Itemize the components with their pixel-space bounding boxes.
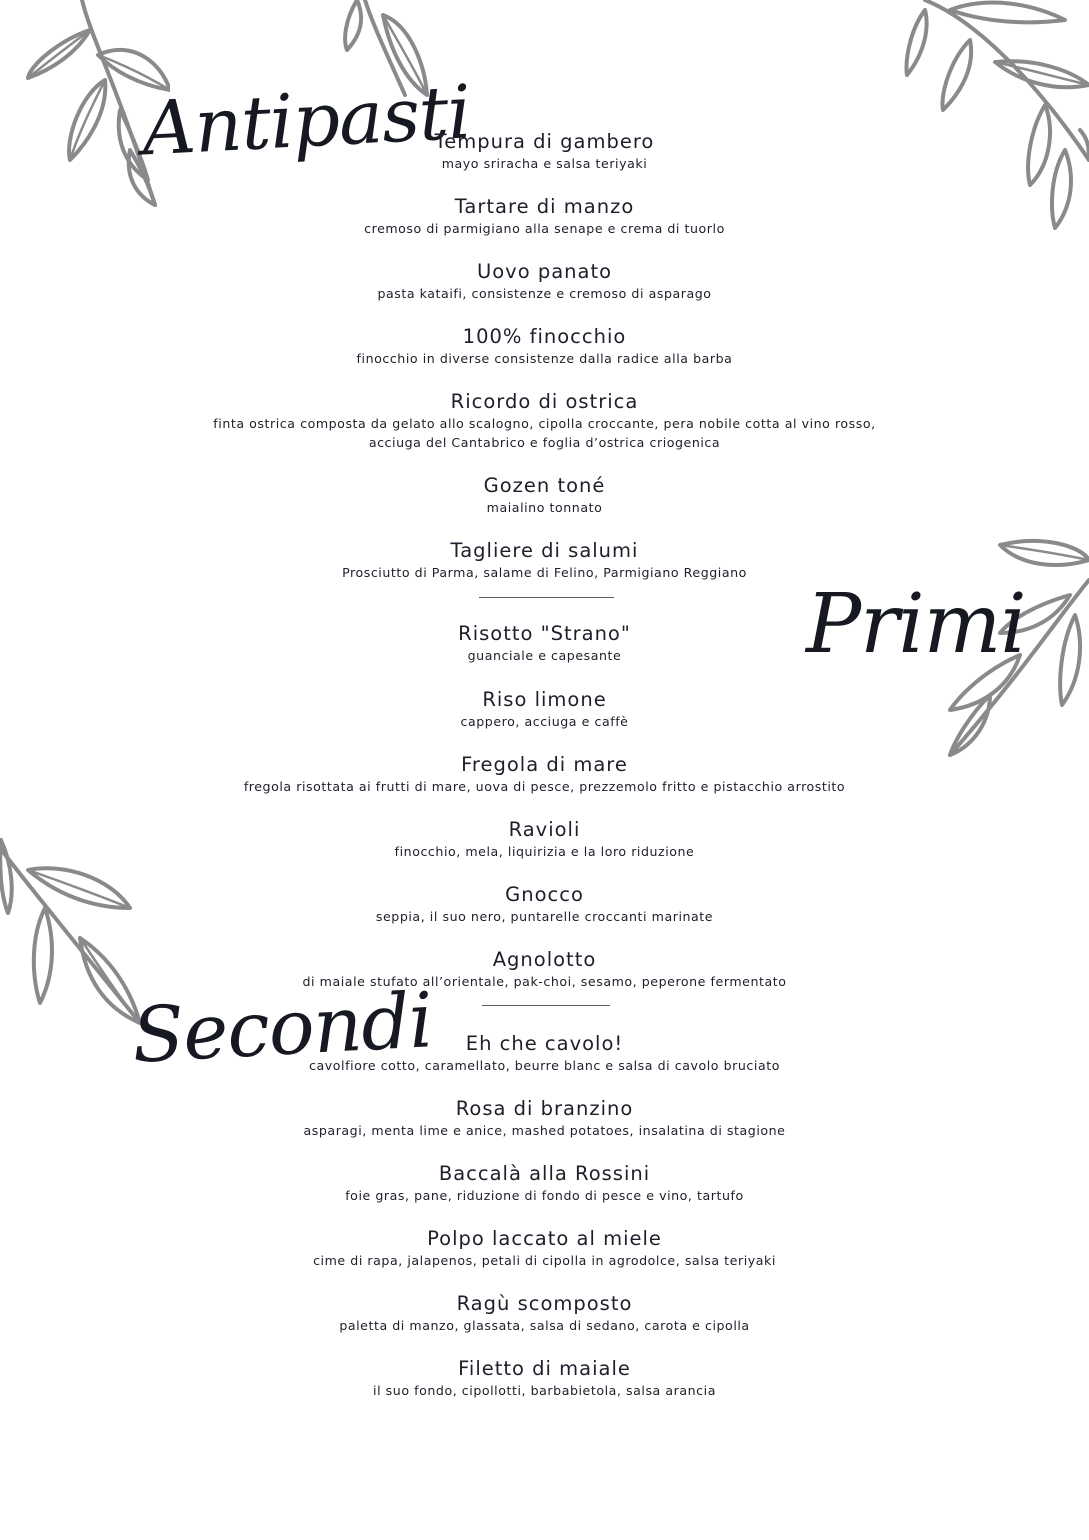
- section-title-primi: Primi: [806, 577, 1026, 672]
- dish-description: guanciale e capesante: [467, 648, 622, 663]
- menu-item: [0, 622, 1089, 665]
- dish-description-line-2: acciuga del Cantabrico e foglia d’ostrica criogenica: [368, 435, 721, 450]
- dish-name: Eh che cavolo!: [465, 1032, 624, 1055]
- dish-name: Tempura di gambero: [434, 130, 655, 153]
- dish-name: Risotto "Strano": [458, 622, 631, 645]
- menu-item: [0, 1292, 1089, 1335]
- section-divider: [479, 597, 614, 598]
- dish-description: cime di rapa, jalapenos, petali di cipolla in agrodolce, salsa teriyaki: [313, 1253, 776, 1268]
- menu-item: [0, 1227, 1089, 1270]
- dish-name: 100% finocchio: [462, 325, 627, 348]
- menu-item: [0, 260, 1089, 303]
- dish-description: seppia, il suo nero, puntarelle croccanti marinate: [375, 909, 714, 924]
- dish-name: Polpo laccato al miele: [427, 1227, 662, 1250]
- dish-description: maialino tonnato: [486, 500, 603, 515]
- dish-description: di maiale stufato all’orientale, pak-choi, sesamo, peperone fermentato: [302, 974, 787, 989]
- dish-name: Fregola di mare: [461, 753, 628, 776]
- dish-name: Rosa di branzino: [455, 1097, 634, 1120]
- menu-item: [0, 130, 1089, 173]
- section-divider: [482, 1005, 610, 1006]
- section-title-secondi: Secondi: [129, 975, 435, 1080]
- leaf-branch-left-icon: [0, 838, 145, 1028]
- dish-name: Baccalà alla Rossini: [438, 1162, 651, 1185]
- menu-item: [0, 539, 1089, 582]
- menu-item: [0, 1097, 1089, 1140]
- dish-name: Gnocco: [505, 883, 584, 906]
- dish-description: cremoso di parmigiano alla senape e crema di tuorlo: [364, 221, 725, 236]
- menu-item: [0, 474, 1089, 517]
- dish-name: Ravioli: [508, 818, 581, 841]
- menu-item: [0, 688, 1089, 731]
- menu-item: [0, 753, 1089, 796]
- menu-item: [0, 195, 1089, 238]
- section-title-antipasti: Antipasti: [139, 69, 473, 173]
- dish-description: pasta kataifi, consistenze e cremoso di asparago: [377, 286, 712, 301]
- menu-item: [0, 948, 1089, 991]
- dish-name: Tartare di manzo: [454, 195, 635, 218]
- dish-name: Filetto di maiale: [458, 1357, 631, 1380]
- dish-description: asparagi, menta lime e anice, mashed potatoes, insalatina di stagione: [303, 1123, 786, 1138]
- dish-description: il suo fondo, cipollotti, barbabietola, salsa arancia: [373, 1383, 716, 1398]
- dish-description: Prosciutto di Parma, salame di Felino, Parmigiano Reggiano: [342, 565, 747, 580]
- dish-name: Agnolotto: [492, 948, 597, 971]
- menu-item: [0, 883, 1089, 926]
- menu-item: [0, 325, 1089, 368]
- dish-description: finocchio in diverse consistenze dalla radice alla barba: [356, 351, 733, 366]
- dish-name: Riso limone: [482, 688, 607, 711]
- dish-description: paletta di manzo, glassata, salsa di sedano, carota e cipolla: [339, 1318, 750, 1333]
- dish-description: cavolfiore cotto, caramellato, beurre blanc e salsa di cavolo bruciato: [309, 1058, 780, 1073]
- dish-name: Uovo panato: [476, 260, 613, 283]
- dish-description: finta ostrica composta da gelato allo scalogno, cipolla croccante, pera nobile cotta al vino rosso,: [213, 416, 876, 431]
- dish-description: mayo sriracha e salsa teriyaki: [441, 156, 648, 171]
- dish-name: Ragù scomposto: [456, 1292, 633, 1315]
- menu-item: [0, 390, 1089, 452]
- menu-item: [0, 1162, 1089, 1205]
- dish-name: Ricordo di ostrica: [450, 390, 639, 413]
- dish-name: Gozen toné: [483, 474, 606, 497]
- menu-item: [0, 1032, 1089, 1075]
- menu-item: [0, 1357, 1089, 1400]
- dish-name: Tagliere di salumi: [450, 539, 639, 562]
- dish-description: cappero, acciuga e caffè: [460, 714, 629, 729]
- dish-description: fregola risottata ai frutti di mare, uova di pesce, prezzemolo fritto e pistacchio arrostito: [243, 779, 846, 794]
- dish-description: foie gras, pane, riduzione di fondo di pesce e vino, tartufo: [345, 1188, 744, 1203]
- menu-item: [0, 818, 1089, 861]
- dish-description: finocchio, mela, liquirizia e la loro riduzione: [394, 844, 695, 859]
